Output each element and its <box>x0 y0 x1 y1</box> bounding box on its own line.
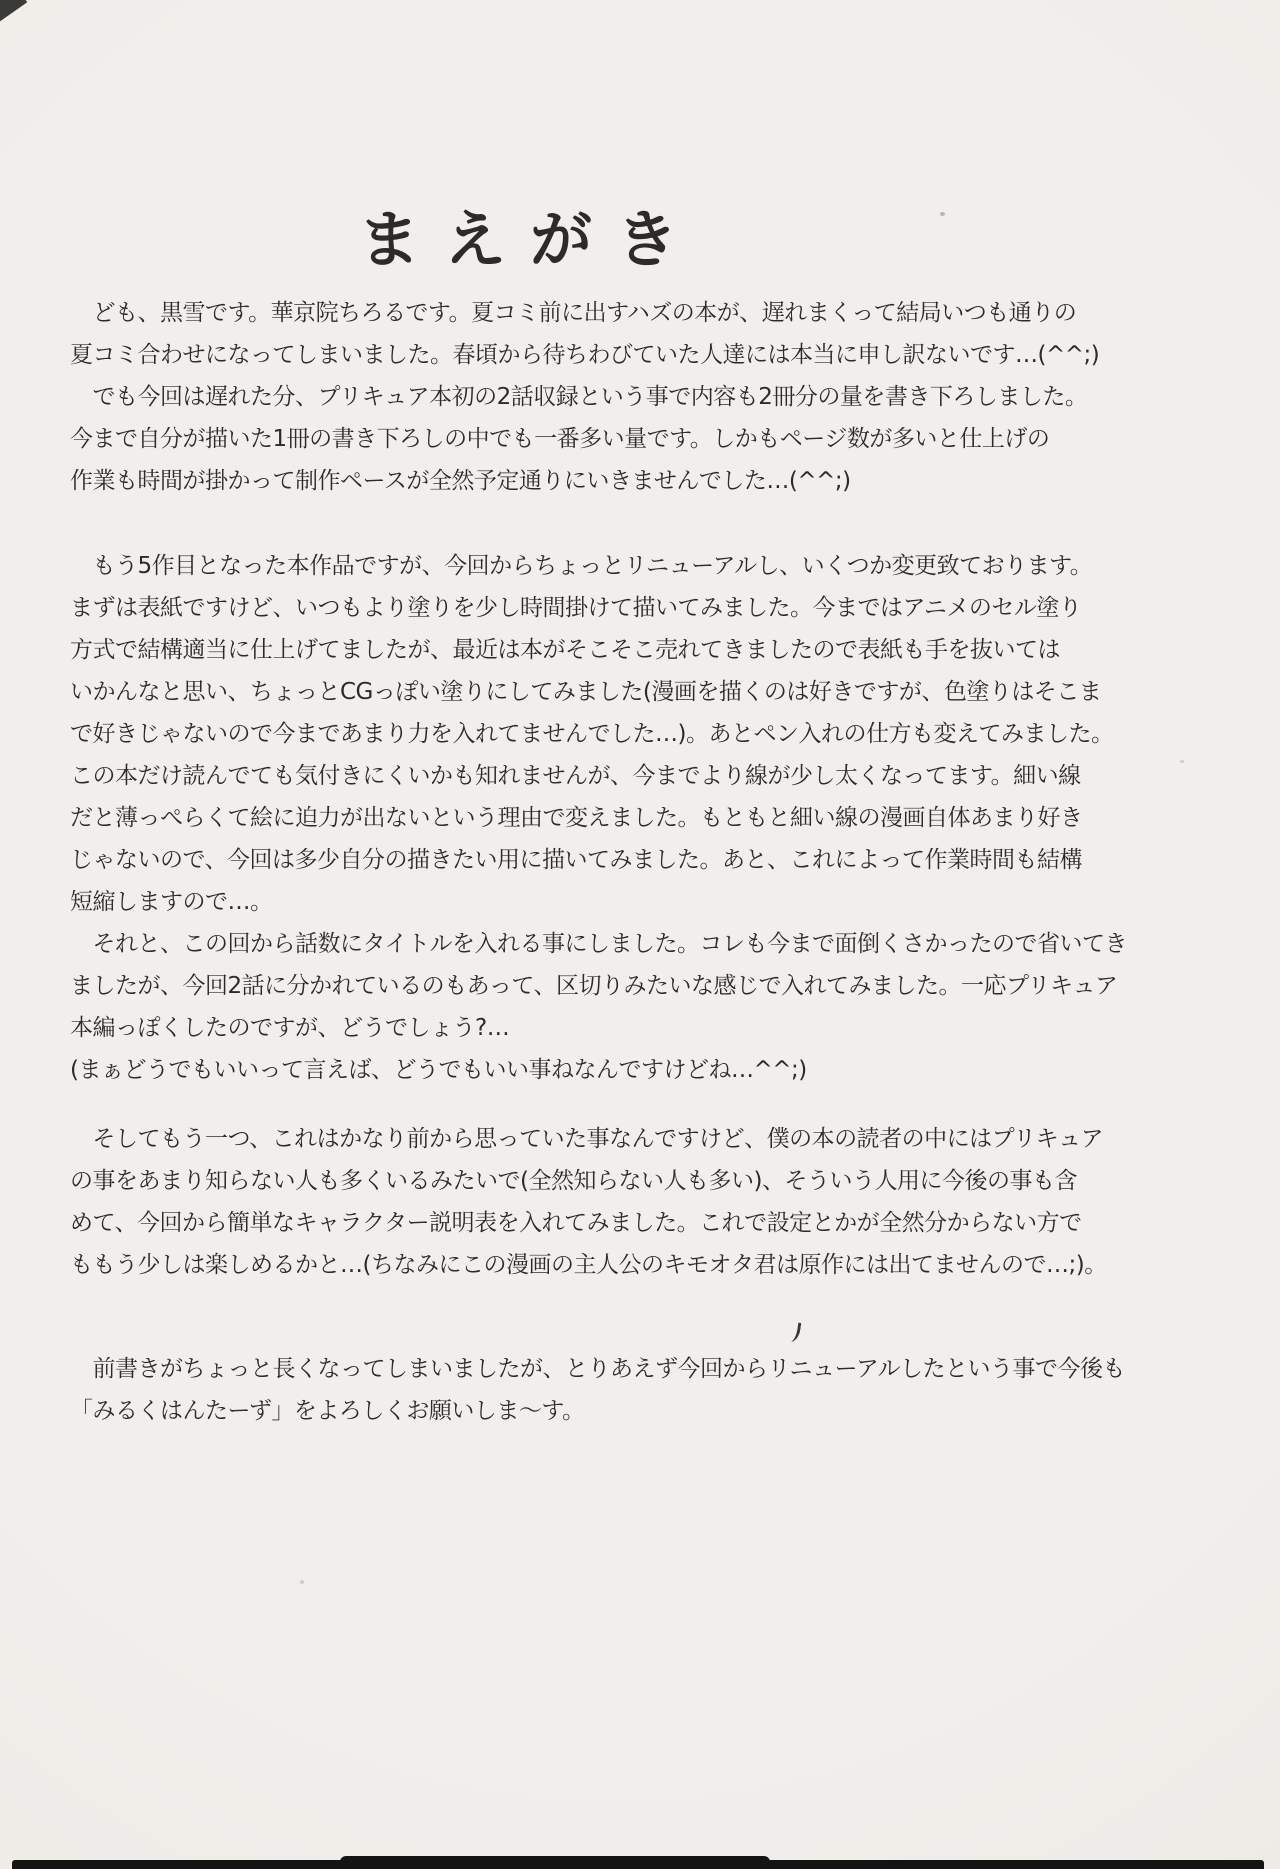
paragraph-closing <box>70 1348 1125 1432</box>
text-line: 「みるくはんたーず」をよろしくお願いしま〜す。 <box>70 1398 585 1424</box>
text-line: ももう少しは楽しめるかと…(ちなみにこの漫画の主人公のキモオタ君は原作には出てませんので…;)。 <box>70 1252 1107 1278</box>
text-line: めて、今回から簡単なキャラクター説明表を入れてみました。これで設定とかが全然分からない方で <box>70 1210 1082 1236</box>
paragraph-character-guide <box>70 1118 1107 1286</box>
text-line: の事をあまり知らない人も多くいるみたいで(全然知らない人も多い)、そういう人用に今後の事も含 <box>70 1168 1077 1194</box>
text-line: そしてもう一つ、これはかなり前から思っていた事なんですけど、僕の本の読者の中にはプリキュア <box>70 1126 1104 1152</box>
scan-artifact-speck <box>940 212 945 216</box>
text-line: 今まで自分が描いた1冊の書き下ろしの中でも一番多い量です。しかもページ数が多いと仕上げの <box>70 426 1050 452</box>
text-line: 方式で結構適当に仕上げてましたが、最近は本がそこそこ売れてきましたので表紙も手を抜いては <box>70 637 1060 663</box>
text-line: ども、黒雪です。華京院ちろるです。夏コミ前に出すハズの本が、遅れまくって結局いつも通りの <box>70 300 1077 326</box>
text-line: だと薄っぺらくて絵に迫力が出ないという理由で変えました。もともと細い線の漫画自体あまり好き <box>70 805 1083 831</box>
text-line: 夏コミ合わせになってしまいました。春頃から待ちわびていた人達には本当に申し訳ないです…(^^;) <box>70 342 1100 368</box>
text-line: まずは表紙ですけど、いつもより塗りを少し時間掛けて描いてみました。今まではアニメのセル塗り <box>70 595 1082 621</box>
text-line: 作業も時間が掛かって制作ペースが全然予定通りにいきませんでした…(^^;) <box>70 468 851 494</box>
text-line: それと、この回から話数にタイトルを入れる事にしました。コレも今まで面倒くさかったので省いてき <box>70 931 1128 957</box>
text-line: (まぁどうでもいいって言えば、どうでもいい事ねなんですけどね…^^;) <box>70 1057 807 1083</box>
text-line: 前書きがちょっと長くなってしまいましたが、とりあえず今回からリニューアルしたという事で今後も <box>70 1356 1125 1382</box>
paragraph-episode-titles <box>70 923 1128 1091</box>
page-title: まえがき <box>357 202 702 276</box>
text-line: ましたが、今回2話に分かれているのもあって、区切りみたいな感じで入れてみました。一応プリキュア <box>70 973 1118 999</box>
paragraph-intro <box>70 292 1100 502</box>
text-line: でも今回は遅れた分、プリキュア本初の2話収録という事で内容も2冊分の量を書き下ろしました。 <box>70 384 1088 410</box>
text-line: 短縮しますので…。 <box>70 889 273 915</box>
text-line: いかんなと思い、ちょっとCGっぽい塗りにしてみました(漫画を描くのは好きですが、色塗りはそこま <box>70 679 1102 705</box>
text-line: もう5作目となった本作品ですが、今回からちょっとリニューアルし、いくつか変更致ております。 <box>70 553 1093 579</box>
text-line: この本だけ読んでても気付きにくいかも知れませんが、今までより線が少し太くなってます。細い線 <box>70 763 1081 789</box>
scan-artifact-corner <box>0 0 27 22</box>
paragraph-renewal-changes <box>70 545 1114 923</box>
text-line: 本編っぽくしたのですが、どうでしょう?… <box>70 1015 510 1041</box>
text-line: で好きじゃないので今まであまり力を入れてませんでした…)。あとペン入れの仕方も変えてみました。 <box>70 721 1114 747</box>
scan-artifact-speck <box>300 1580 304 1584</box>
scan-artifact-bottom-edge-blob <box>340 1856 770 1869</box>
text-line: じゃないので、今回は多少自分の描きたい用に描いてみました。あと、これによって作業時間も結構 <box>70 847 1083 873</box>
scan-artifact-speck <box>1180 760 1184 763</box>
scan-artifact-stray-mark <box>787 1321 802 1342</box>
